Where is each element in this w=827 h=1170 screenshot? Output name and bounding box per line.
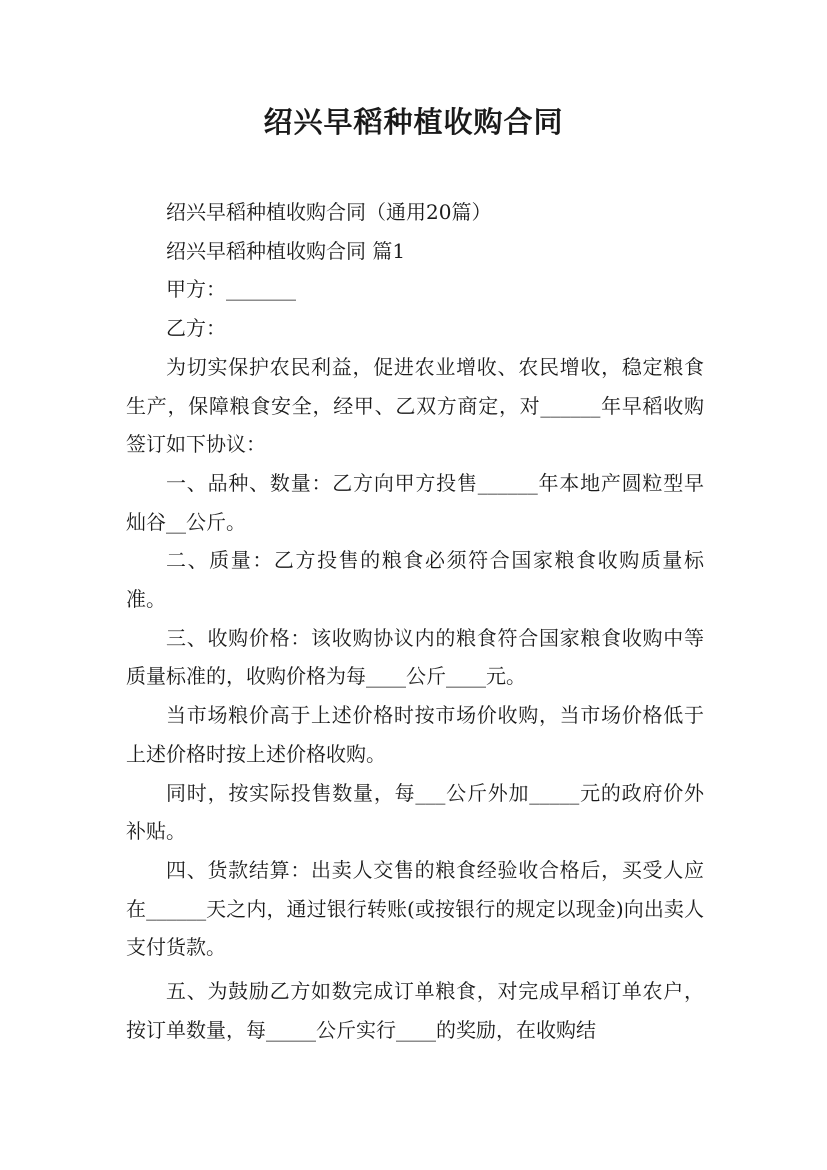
document-body — [126, 193, 704, 1049]
paragraph-subtitle: 绍兴早稻种植收购合同（通用20篇） — [166, 200, 492, 224]
paragraph-clause-price: 三、收购价格：该收购协议内的粮食符合国家粮食收购中等质量标准的，收购价格为每____公斤____元。 — [126, 625, 704, 689]
paragraph-party-b: 乙方： — [166, 316, 226, 341]
paragraph-market-price: 当市场粮价高于上述价格时按市场价收购，当市场价格低于上述价格时按上述价格收购。 — [126, 703, 704, 766]
paragraph-clause-reward: 五、为鼓励乙方如数完成订单粮食，对完成早稻订单农户，按订单数量，每_____公斤实行____的奖励，在收购结 — [126, 979, 704, 1042]
paragraph-clause-quality: 二、质量：乙方投售的粮食必须符合国家粮食收购质量标准。 — [126, 548, 704, 612]
paragraph-preamble: 为切实保护农民利益，促进农业增收、农民增收，稳定粮食生产，保障粮食安全，经甲、乙双方商定，对______年早稻收购签订如下协议： — [126, 354, 704, 457]
paragraph-subsidy: 同时，按实际投售数量，每___公斤外加_____元的政府价外补贴。 — [126, 780, 704, 844]
paragraph-party-a: 甲方：_______ — [166, 277, 296, 302]
document-title: 绍兴早稻种植收购合同 — [263, 105, 564, 139]
paragraph-clause-variety: 一、品种、数量：乙方向甲方投售______年本地产圆粒型早灿谷__公斤。 — [126, 470, 704, 534]
paragraph-article-heading: 绍兴早稻种植收购合同 篇1 — [166, 238, 406, 263]
paragraph-clause-payment: 四、货款结算：出卖人交售的粮食经验收合格后，买受人应在______天之内，通过银行转账(或按银行的规定以现金)向出卖人支付货款。 — [126, 857, 704, 960]
